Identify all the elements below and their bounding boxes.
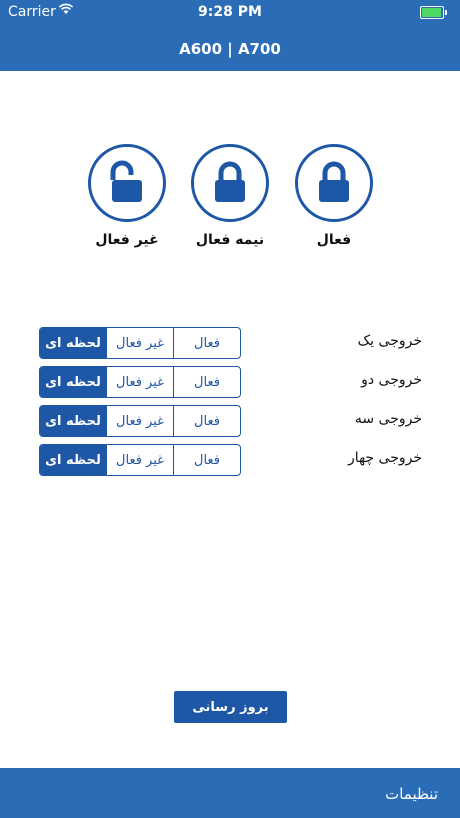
settings-button[interactable]: تنظیمات xyxy=(385,785,438,803)
output-row-3 xyxy=(0,405,460,437)
footer-bar xyxy=(0,768,460,818)
lock-mode-inactive[interactable] xyxy=(88,144,166,248)
lock-mode-semi[interactable] xyxy=(191,144,269,248)
lock-icon[interactable] xyxy=(191,144,269,222)
clock: 9:28 PM xyxy=(198,4,262,20)
segment-active[interactable]: فعال xyxy=(173,406,240,436)
output-label: خروجی یک xyxy=(357,333,422,349)
segment-inactive[interactable]: غیر فعال xyxy=(106,406,173,436)
output-label: خروجی دو xyxy=(361,372,422,388)
output-row-2 xyxy=(0,366,460,398)
output-3-segmented-control[interactable] xyxy=(39,405,241,437)
output-row-1 xyxy=(0,327,460,359)
output-label: خروجی چهار xyxy=(347,450,422,466)
segment-inactive[interactable]: غیر فعال xyxy=(106,328,173,358)
page-title: A600 | A700 xyxy=(179,40,281,58)
segment-inactive[interactable]: غیر فعال xyxy=(106,445,173,475)
output-row-4 xyxy=(0,444,460,476)
segment-momentary[interactable]: لحظه ای xyxy=(40,406,106,436)
update-button[interactable]: بروز رسانی xyxy=(174,691,287,723)
output-4-segmented-control[interactable] xyxy=(39,444,241,476)
segment-active[interactable]: فعال xyxy=(173,367,240,397)
output-2-segmented-control[interactable] xyxy=(39,366,241,398)
segment-active[interactable]: فعال xyxy=(173,328,240,358)
status-bar xyxy=(0,0,460,24)
output-1-segmented-control[interactable] xyxy=(39,327,241,359)
lock-icon[interactable] xyxy=(295,144,373,222)
lock-mode-label: نیمه فعال xyxy=(195,232,265,248)
carrier-label: Carrier xyxy=(8,4,56,20)
lock-mode-active[interactable] xyxy=(295,144,373,248)
lock-mode-label: غیر فعال xyxy=(95,232,159,248)
segment-momentary[interactable]: لحظه ای xyxy=(40,328,106,358)
header-bar xyxy=(0,0,460,71)
unlocked-icon[interactable] xyxy=(88,144,166,222)
segment-inactive[interactable]: غیر فعال xyxy=(106,367,173,397)
segment-momentary[interactable]: لحظه ای xyxy=(40,445,106,475)
segment-momentary[interactable]: لحظه ای xyxy=(40,367,106,397)
lock-mode-label: فعال xyxy=(316,232,352,248)
battery-icon xyxy=(420,6,444,19)
segment-active[interactable]: فعال xyxy=(173,445,240,475)
output-label: خروجی سه xyxy=(354,411,422,427)
